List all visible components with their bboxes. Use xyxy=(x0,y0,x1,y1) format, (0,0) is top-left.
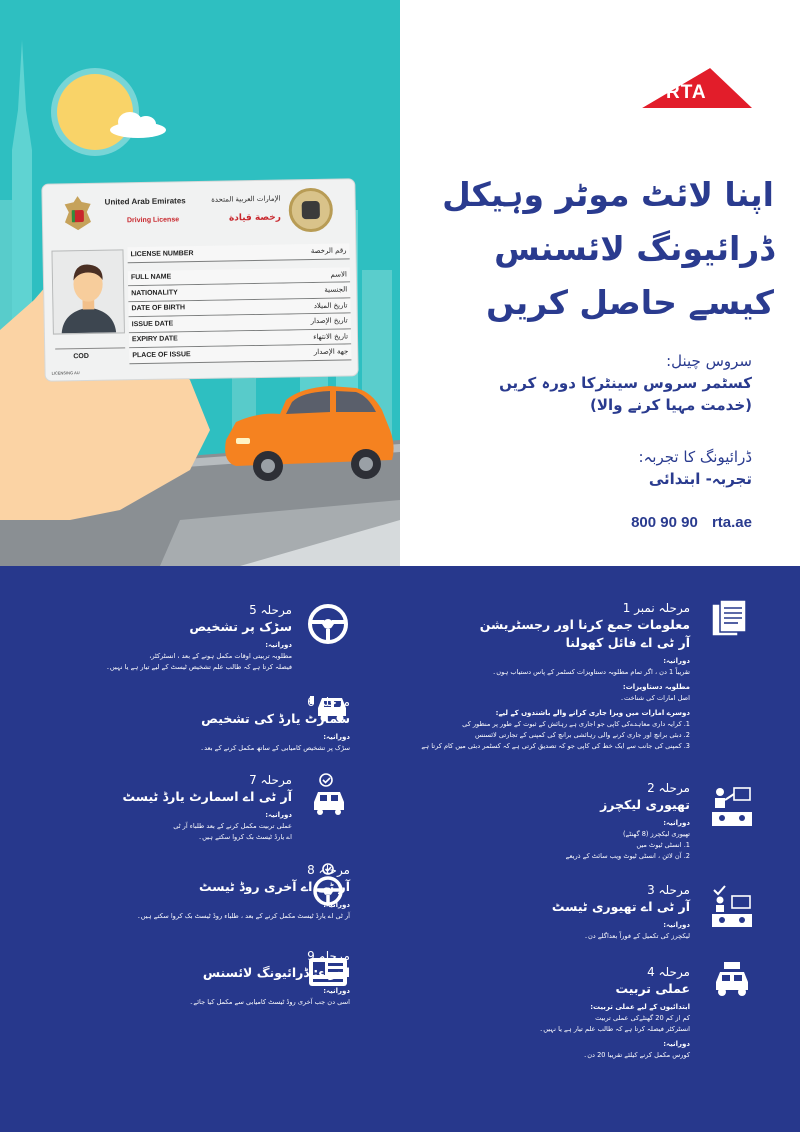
step-8-label: مرحلہ 8 xyxy=(307,863,350,877)
theory-test-icon xyxy=(710,884,754,928)
step-7-text: اے یارڈ ٹیسٹ بک کروا سکتے ہیں۔ xyxy=(198,833,292,841)
step-2-text: 1. انسٹی ٹیوٹ میں xyxy=(636,841,690,849)
step-3-label: مرحلہ 3 xyxy=(647,883,690,897)
documents-icon xyxy=(708,596,752,640)
service-channel-label: سروس چینل: xyxy=(666,352,752,370)
step-4-text: انسٹرکٹر فیصلہ کرتا ہے کہ طالب علم تیار ہے یا نہیں۔ xyxy=(539,1025,690,1033)
rta-logo xyxy=(636,68,752,108)
step-1 xyxy=(290,600,690,752)
step-4-text: کم از کم 20 گھنٹےکی عملی تربیت xyxy=(595,1014,690,1022)
card-field-label-ar: رقم الرخصة xyxy=(310,246,347,256)
steering-wheel-icon xyxy=(306,602,350,646)
step-9-duration-label: دورانیہ: xyxy=(323,987,350,995)
card-title-en: Driving License xyxy=(126,216,180,225)
step-7-title: آر ٹی اے اسمارٹ یارڈ ٹیسٹ xyxy=(122,789,292,804)
card-country-ar: الإمارات العربية المتحدة xyxy=(211,194,281,204)
step-2 xyxy=(390,780,690,862)
card-field-label-en: DATE OF BIRTH xyxy=(131,304,186,313)
page-title-line: کیسے حاصل کریں xyxy=(486,283,774,322)
step-1-other-item: 2. دبئی برانچ اور جاری کرنے والی رہائشی برانچ کی کمپنی کے تجارتی لائسنس xyxy=(474,731,690,739)
step-8-duration-label: دورانیہ: xyxy=(323,901,350,909)
step-2-duration-label: دورانیہ: xyxy=(663,819,690,827)
step-1-other-label: دوسرے امارات میں ویزا جاری کرانے والے باشندوں کے لیے: xyxy=(495,709,690,717)
card-field-label-ar: جهة الإصدار xyxy=(313,347,349,357)
step-1-docs-text: اصل امارات کی شناخت۔ xyxy=(620,694,690,702)
step-5-duration-label: دورانیہ: xyxy=(265,641,292,649)
training-car-icon xyxy=(710,956,754,1000)
step-2-title: تھیوری لیکچرز xyxy=(600,797,690,812)
card-licensing-label: LICENSING AU xyxy=(51,370,80,376)
step-5-text: فیصلہ کرتا ہے کہ طالب علم تشخیص ٹیسٹ کے لیے تیار ہے یا نہیں۔ xyxy=(106,663,292,671)
step-4-title: عملی تربیت xyxy=(615,981,690,996)
step-9-text: اسی دن جب آخری روڈ ٹیسٹ کامیابی سے مکمل کیا جائے۔ xyxy=(189,998,350,1006)
step-1-title: آر ٹی اے فائل کھولنا xyxy=(565,635,690,650)
step-6-title: سمارٹ یارڈ کی تشخیص xyxy=(201,711,350,726)
service-channel xyxy=(412,350,752,416)
step-5-label: مرحلہ 5 xyxy=(249,603,292,617)
step-9 xyxy=(10,948,350,1008)
step-4-label: مرحلہ 4 xyxy=(647,965,690,979)
card-field-label-en: FULL NAME xyxy=(130,273,172,282)
step-3-title: آر ٹی اے تھیوری ٹیسٹ xyxy=(551,899,690,914)
card-field-label-en: EXPIRY DATE xyxy=(131,335,178,344)
step-7-text: عملی تربیت مکمل کرنے کے بعد طلباء آر ٹی xyxy=(173,822,292,830)
step-3-text: لیکچرز کی تکمیل کے فوراً بعداگلے دن۔ xyxy=(584,932,690,940)
step-4-sub-label: ابتدائیوں کے لیے عملی تربیت: xyxy=(590,1003,690,1011)
step-7-duration-label: دورانیہ: xyxy=(265,811,292,819)
card-field-label-ar: الاسم xyxy=(330,270,347,279)
step-2-label: مرحلہ 2 xyxy=(647,781,690,795)
card-field-row xyxy=(129,344,351,363)
card-field-label-en: ISSUE DATE xyxy=(131,320,174,328)
steps-section xyxy=(0,566,800,1132)
step-2-text: تھیوری لیکچرز (8 گھنٹے) xyxy=(622,830,690,838)
driving-experience-value: تجربہ- ابتدائی xyxy=(648,470,752,488)
step-7 xyxy=(10,772,292,843)
classroom-icon xyxy=(710,784,754,828)
step-2-text: 2. آن لائن ، انسٹی ٹیوٹ ویب سائٹ کے ذریعے xyxy=(565,852,690,860)
card-field-label-en: NATIONALITY xyxy=(131,289,178,297)
service-channel-value-1: کسٹمر سروس سینٹرکا دورہ کریں xyxy=(499,374,752,392)
card-photo xyxy=(51,249,124,334)
contact-phone[interactable]: 800 90 90 xyxy=(631,514,698,531)
step-9-label: مرحلہ 9 xyxy=(307,949,350,963)
card-field-row xyxy=(127,243,349,262)
step-4-duration-label: دورانیہ: xyxy=(663,1040,690,1048)
hero-illustration xyxy=(0,0,400,566)
step-4-text: کورس مکمل کرنے کیلئے تقریبا 20 دن۔ xyxy=(583,1051,690,1059)
step-1-duration-text: تقریباً 1 دن ، اگر تمام مطلوبہ دستاویزات کسٹمر کے پاس دستیاب ہوں۔ xyxy=(492,668,690,676)
service-channel-value-2: (خدمت مہیا کرنے والا) xyxy=(590,396,752,414)
step-5-text: مطلوبہ تربیتی اوقات مکمل ہونے کے بعد ، انسٹرکٹر، xyxy=(149,652,292,660)
step-3 xyxy=(390,882,690,942)
card-field-label-ar: الجنسية xyxy=(324,285,348,295)
card-field-label-en: LICENSE NUMBER xyxy=(130,249,194,258)
person-icon xyxy=(52,250,123,333)
contact-info xyxy=(631,514,752,531)
step-1-duration-label: دورانیہ: xyxy=(663,657,690,665)
step-6 xyxy=(10,694,350,754)
card-code-label: COD xyxy=(55,347,125,372)
card-fields xyxy=(127,243,351,363)
driving-experience xyxy=(412,446,752,490)
step-6-text: سڑک پر تشخیص کامیابی کے ساتھ مکمل کرنے کے بعد۔ xyxy=(200,744,350,752)
step-6-label: مرحلہ 6 xyxy=(307,695,350,709)
step-1-docs-label: مطلوبہ دستاویزات: xyxy=(622,683,690,691)
step-9-title: اجراء: ڈرائیونگ لائسنس xyxy=(202,965,350,980)
step-8-text: آر ٹی اے یارڈ ٹیسٹ مکمل کرنے کے بعد ، طلباء روڈ ٹیسٹ بک کروا سکتے ہیں۔ xyxy=(136,912,350,920)
card-country-en: United Arab Emirates xyxy=(104,196,186,207)
driving-license-card xyxy=(42,179,357,380)
card-field-label-ar: تاريخ الإصدار xyxy=(310,316,348,326)
driving-experience-label: ڈرائیونگ کا تجربہ: xyxy=(638,448,752,466)
page-title-line: ڈرائیونگ لائسنس xyxy=(494,229,774,268)
step-7-label: مرحلہ 7 xyxy=(249,773,292,787)
step-8-title: آر ٹی اے آخری روڈ ٹیسٹ xyxy=(199,879,350,894)
step-1-label: مرحلہ نمبر 1 xyxy=(622,601,690,615)
step-4 xyxy=(390,964,690,1061)
uae-emblem-icon xyxy=(60,194,95,233)
rta-logo-text: RTA xyxy=(666,82,707,103)
page-title-line: اپنا لائٹ موٹر وہیکل xyxy=(442,175,774,214)
step-1-other-item: 1. کرایہ داری معاہدےکی کاپی جو اجاری ہے رہائش کے ثبوت کے طور پر منظور کی xyxy=(462,720,690,728)
step-6-duration-label: دورانیہ: xyxy=(323,733,350,741)
card-field-label-ar: تاريخ الميلاد xyxy=(313,301,348,310)
step-8 xyxy=(10,862,350,922)
page-title xyxy=(414,168,774,330)
card-title-ar: رخصة قيادة xyxy=(228,212,282,224)
yard-test-icon xyxy=(306,772,350,816)
step-1-other-item: 3. کمپنی کی جانب سے ایک خط کی کاپی جو کہ تصدیق کرتی ہے کہ کسٹمر دبئی میں کام کرتا ہے xyxy=(421,742,690,750)
card-field-label-en: PLACE OF ISSUE xyxy=(132,350,191,359)
contact-website[interactable]: rta.ae xyxy=(711,514,752,531)
card-field-label-ar: تاريخ الانتهاء xyxy=(313,332,349,341)
rta-seal-icon xyxy=(288,188,333,233)
step-1-title: معلومات جمع کرنا اور رجسٹریشن xyxy=(479,617,690,632)
step-3-duration-label: دورانیہ: xyxy=(663,921,690,929)
step-5 xyxy=(10,602,292,673)
step-5-title: سڑک پر تشخیص xyxy=(189,619,292,634)
